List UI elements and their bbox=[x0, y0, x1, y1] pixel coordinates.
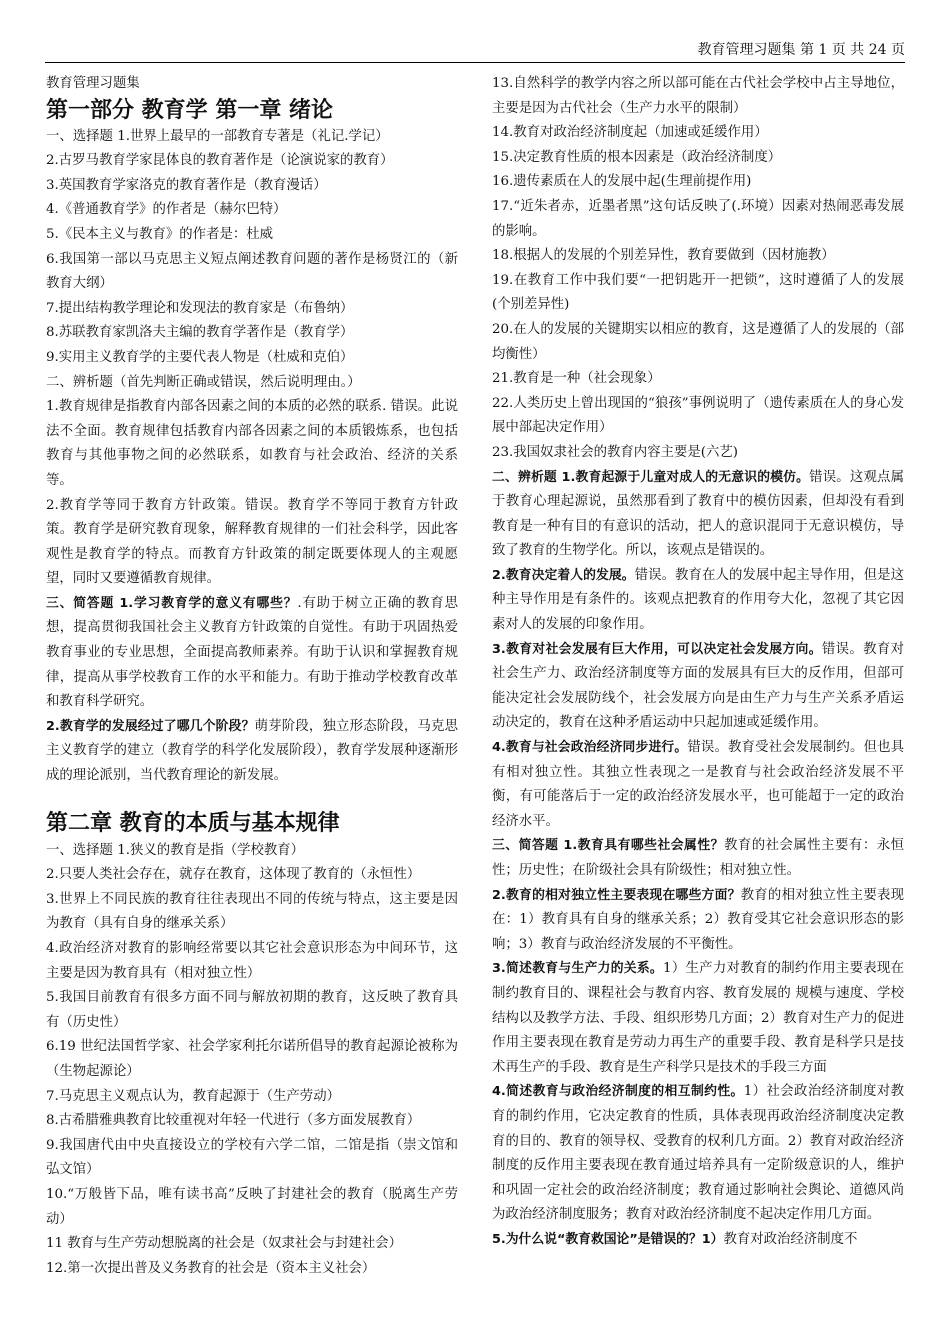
text-line: 教育管理习题集 bbox=[46, 76, 140, 91]
answer-text: 1）生产力对教育的制约作用主要表现在制约教育目的、课程社会与教育内容、教育发展的 规模与速度、学校结构以及教学方法、手段、组织形势几方面；2）教育对生产力的促进作用主要表现在教育是劳动力再生产的重要手段、教育是科学只是技术再生产的手段、教育是生产科学只是技术的手段三方面 bbox=[492, 961, 904, 1075]
text-line: 1.教育规律是指教育内部各因素之间的本质的必然的联系. 错误。此说法不全面。教育规律包括教育内部各因素之间的本质锻炼系，也包括教育与其他事物之间的必然联系，如教育与社会政治、经济的关系等。 bbox=[46, 399, 458, 488]
answer-text: 错误。教育在人的发展中起主导作用，但是这种主导作用是有条件的。该观点把教育的作用夸大化，忽视了其它因素对人的发展的印象作用。 bbox=[492, 567, 905, 633]
text-line: 11 教育与生产劳动想脱离的社会是（奴隶社会与封建社会） bbox=[46, 1236, 403, 1252]
question-paragraph bbox=[46, 592, 458, 715]
text-line: 二、辨析题（首先判断正确或错误，然后说明理由。） bbox=[46, 374, 361, 390]
header-text: 教育管理习题集 第 1 页 共 24 页 bbox=[697, 42, 905, 58]
text-line: 20.在人的发展的关键期实以相应的教育，这是遵循了人的发展的（部均衡性） bbox=[492, 321, 904, 362]
text-line: 6.19 世纪法国哲学家、社会学家利托尔诺所倡导的教育起源论被称为（生物起源论） bbox=[46, 1039, 458, 1079]
section-heading: 第一部分 教育学 第一章 绪论 bbox=[46, 97, 333, 123]
answer-text: 萌芽阶段，独立形态阶段，马克思主义教育学的建立（教育学的科学化发展阶段），教育学发展种逐渐形成的理论派别，当代教育理论的新发展。 bbox=[46, 718, 459, 784]
text-line: 14.教育对政治经济制度起（加速或延缓作用） bbox=[492, 125, 768, 141]
text-line: 23.我国奴隶社会的教育内容主要是(六艺) bbox=[492, 444, 738, 460]
text-line: 3.世界上不同民族的教育往往表现出不同的传统与特点，这主要是因为教育（具有自身的继承关系） bbox=[46, 891, 458, 932]
text-line: 6.我国第一部以马克思主义短点阐述教育问题的著作是杨贤江的（新教育大纲） bbox=[46, 251, 458, 292]
text-line: 3.英国教育学家洛克的教育著作是（教育漫话） bbox=[46, 177, 327, 193]
text-line: 12.第一次提出普及义务教育的社会是（资本主义社会） bbox=[46, 1260, 376, 1276]
text-line: 7.马克思主义观点认为，教育起源于（生产劳动） bbox=[46, 1088, 340, 1104]
text-line: 一、选择题 1.世界上最早的一部教育专著是（礼记.学记） bbox=[46, 128, 389, 144]
text-line: 9.我国唐代由中央直接设立的学校有六学二馆，二馆是指（崇文馆和弘文馆） bbox=[46, 1137, 458, 1178]
question-paragraph bbox=[492, 466, 904, 564]
question-paragraph bbox=[492, 736, 904, 834]
question-lead: 2.教育的相对独立性主要表现在哪些方面？ bbox=[492, 887, 741, 903]
text-line: 2.教育学等同于教育方针政策。错误。教育学不等同于教育方针政策。教育学是研究教育现象，解释教育规律的一们社会科学，因此客观性是教育学的特点。而教育方针政策的制定既要体现人的主观愿望，同时又要遵循教育规律。 bbox=[46, 497, 458, 587]
question-lead: 2.教育学的发展经过了哪几个阶段？ bbox=[46, 718, 255, 734]
text-line: 5.我国目前教育有很多方面不同与解放初期的教育，这反映了教育具有（历史性） bbox=[46, 990, 458, 1030]
text-line: 10.“万般皆下品，唯有读书高”反映了封建社会的教育（脱离生产劳动） bbox=[46, 1186, 458, 1227]
answer-text: 错误。教育受社会发展制约。但也具有相对独立性。其独立性表现之一是教育与社会政治经济发展不平衡，有可能落后于一定的政治经济发展水平，也可能超于一定的政治经济水平。 bbox=[492, 740, 905, 829]
question-paragraph bbox=[492, 957, 904, 1080]
right-column bbox=[492, 72, 904, 1253]
answer-text: 教育对政治经济制度不 bbox=[723, 1231, 858, 1247]
text-line: 21.教育是一种（社会现象） bbox=[492, 371, 661, 387]
question-lead: 二、辨析题 1.教育起源于儿童对成人的无意识的模仿。 bbox=[492, 469, 810, 485]
question-paragraph bbox=[492, 884, 904, 958]
question-lead: 3.教育对社会发展有巨大作用，可以决定社会发展方向。 bbox=[492, 641, 822, 657]
text-line: 22.人类历史上曾出现国的“狼孩”事例说明了（遗传素质在人的身心发展中部起决定作用） bbox=[492, 395, 904, 436]
question-paragraph bbox=[492, 1080, 904, 1228]
answer-text: 教育的社会属性主要有：永恒性；历史性；在阶级社会具有阶级性；相对独立性。 bbox=[492, 838, 904, 878]
text-line: 19.在教育工作中我们要“一把钥匙开一把锁”，这时遵循了人的发展(个别差异性) bbox=[492, 272, 904, 313]
question-paragraph bbox=[492, 1228, 904, 1253]
text-line: 13.自然科学的教学内容之所以部可能在古代社会学校中占主导地位，主要是因为古代社会（生产力水平的限制） bbox=[492, 76, 904, 116]
text-line: 8.苏联教育家凯洛夫主编的教育学著作是（教育学） bbox=[46, 325, 354, 341]
page-header bbox=[45, 40, 905, 63]
text-line: 一、选择题 1.狭义的教育是指（学校教育） bbox=[46, 842, 305, 858]
answer-text: 教育的相对独立性主要表现在：1）教育具有自身的继承关系；2）教育受其它社会意识形态的影响；3）教育与政治经济发展的不平衡性。 bbox=[492, 887, 904, 952]
question-lead: 三、简答题 1.学习教育学的意义有哪些？ bbox=[46, 595, 298, 611]
question-lead: 5.为什么说“教育救国论”是错误的？1） bbox=[492, 1231, 724, 1247]
question-paragraph bbox=[492, 564, 904, 638]
answer-text: 1）社会政治经济制度对教育的制约作用，它决定教育的性质，具体表现再政治经济制度决定教育的目的、教育的领导权、受教育的权利几方面。2）教育对政治经济制度的反作用主要表现在教育通过培养具有一定阶级意识的人，维护和巩固一定社会的政治经济制度；教育通过影响社会舆论、道德风尚为政治经济制度服务；教育对政治经济制度不起决定作用几方面。 bbox=[492, 1084, 904, 1223]
left-column bbox=[46, 72, 458, 1281]
question-lead: 三、简答题 1.教育具有哪些社会属性？ bbox=[492, 838, 724, 854]
question-lead: 3.简述教育与生产力的关系。 bbox=[492, 961, 664, 977]
question-lead: 4.教育与社会政治经济同步进行。 bbox=[492, 740, 688, 756]
text-line: 17.“近朱者赤，近墨者黑”这句话反映了(.环境）因素对热闹恶毒发展的影响。 bbox=[492, 198, 904, 239]
question-lead: 4.简述教育与政治经济制度的相互制约性。 bbox=[492, 1084, 744, 1100]
text-line: 4.政治经济对教育的影响经常要以其它社会意识形态为中间环节，这主要是因为教育具有（相对独立性） bbox=[46, 941, 458, 981]
text-line: 5.《民本主义与教育》的作者是：杜威 bbox=[46, 226, 274, 242]
text-line: 18.根据人的发展的个别差异性，教育要做到（因材施教） bbox=[492, 248, 835, 264]
answer-text: 错误。教育对社会生产力、政治经济制度等方面的发展具有巨大的反作用，但部可能决定社会发展防线个，社会发展方向是由生产力与生产关系矛盾运动决定的，教育在这种矛盾运动中只起加速或延缓作用。 bbox=[492, 641, 905, 731]
answer-text: .有助于树立正确的教育思想，提高贯彻我国社会主义教育方针政策的自觉性。有助于巩固热爱教育事业的专业思想，全面提高教师素养。有助于认识和掌握教育规律，提高从事学校教育工作的水平和能力。有助于推动学校教育改革和教育科学研究。 bbox=[46, 595, 458, 710]
question-paragraph bbox=[492, 638, 904, 736]
chapter-heading: 第二章 教育的本质与基本规律 bbox=[46, 810, 340, 836]
question-paragraph bbox=[46, 715, 458, 789]
question-paragraph bbox=[492, 834, 904, 883]
question-lead: 2.教育决定着人的发展。 bbox=[492, 567, 635, 583]
text-line: 4.《普通教育学》的作者是（赫尔巴特） bbox=[46, 202, 287, 218]
answer-text: 错误。这观点属于教育心理起源说，虽然那看到了教育中的模仿因素，但却没有看到教育是一种有目的有意识的活动，把人的意识混同于无意识模仿，导致了教育的生物学化。所以，该观点是错误的。 bbox=[492, 469, 904, 559]
text-line: 15.决定教育性质的根本因素是（政治经济制度） bbox=[492, 149, 782, 165]
text-line: 9.实用主义教育学的主要代表人物是（杜威和克伯） bbox=[46, 349, 354, 365]
text-line: 8.古希腊雅典教育比较重视对年轻一代进行（多方面发展教育） bbox=[46, 1113, 421, 1129]
text-line: 16.遗传素质在人的发展中起(生理前提作用) bbox=[492, 174, 752, 190]
text-line: 2.只要人类社会存在，就存在教育，这体现了教育的（永恒性） bbox=[46, 867, 421, 883]
text-line: 2.古罗马教育学家昆体良的教育著作是（论演说家的教育） bbox=[46, 153, 394, 169]
text-line: 7.提出结构教学理论和发现法的教育家是（布鲁纳） bbox=[46, 300, 354, 316]
